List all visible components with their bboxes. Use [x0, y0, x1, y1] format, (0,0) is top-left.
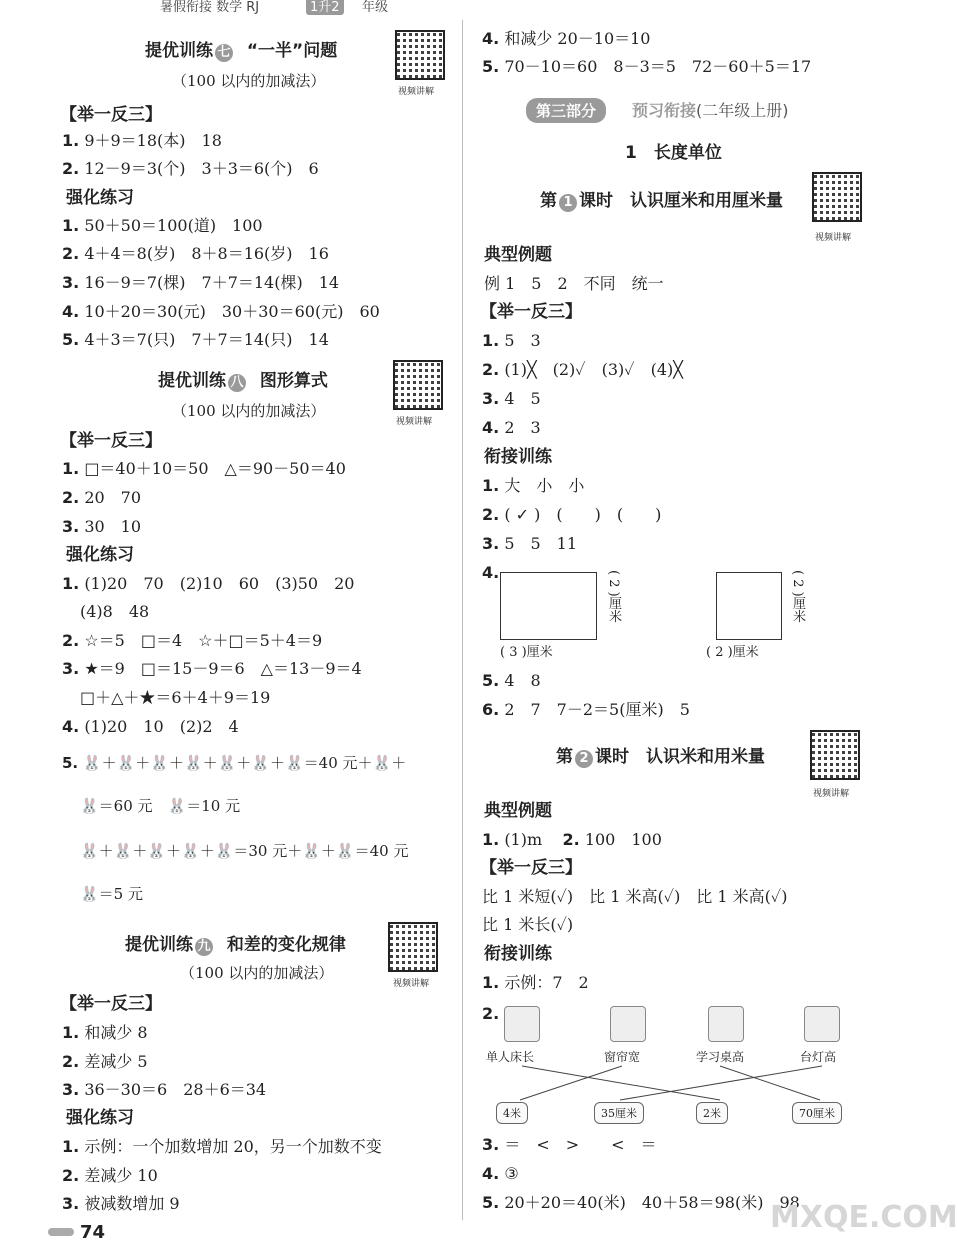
page-number-bar [48, 1228, 74, 1236]
line-b4: 4. 10＋20＝30(元) 30＋30＝60(元) 60 [62, 302, 380, 321]
line-a1: 1. 9＋9＝18(本) 18 [62, 131, 222, 150]
qr-code-icon[interactable] [810, 730, 860, 780]
rect-b [716, 572, 782, 640]
label-xjxl: 衔接训练 [484, 944, 552, 964]
tag-2m: 2米 [696, 1102, 728, 1124]
line-f2: 2. 差减少 10 [62, 1166, 158, 1185]
line-e2: 2. 差减少 5 [62, 1052, 148, 1071]
line-c3: 3. 30 10 [62, 517, 142, 536]
line-d5c: 🐰＋🐰＋🐰＋🐰＋🐰＝30 元＋🐰＋🐰＝40 元 [80, 842, 409, 860]
unit1-title: 1 长度单位 [625, 143, 722, 163]
line-e3: 3. 36－30＝6 28＋6＝34 [62, 1080, 267, 1099]
label-jyfs: 【举一反三】 [60, 431, 162, 451]
qr-label: 视频讲解 [396, 417, 433, 427]
part3-title: 预习衔接(二年级上册) [632, 101, 789, 120]
line-b5: 5. 4＋3＝7(只) 7＋7＝14(只) 14 [62, 330, 329, 349]
qr-label: 视频讲解 [393, 979, 430, 989]
qr-label: 视频讲解 [815, 233, 852, 243]
curtain-icon [610, 1006, 646, 1042]
line-h2: 2. ( ✓ ) ( ) ( ) [482, 505, 662, 524]
label-jyfs: 【举一反三】 [480, 858, 582, 878]
tag-70cm: 70厘米 [792, 1102, 842, 1124]
column-divider [462, 20, 463, 1220]
line-h4-num: 4. [482, 563, 500, 582]
qr-code-icon[interactable] [393, 360, 443, 410]
rect-b-bottom-label: ( 2 )厘米 [706, 645, 759, 660]
sec8-subtitle: （100 以内的加减法） [172, 402, 326, 420]
line-c2: 2. 20 70 [62, 488, 142, 507]
line-a2: 2. 12－9＝3(个) 3＋3＝6(个) 6 [62, 159, 319, 178]
line-h6: 6. 2 7 7－2＝5(厘米) 5 [482, 700, 690, 719]
line-g2: 2. (1)╳ (2)✓ (3)✓ (4)╳ [482, 360, 683, 379]
line-j1b: 比 1 米长(✓) [482, 915, 574, 934]
line-k4: 4. ③ [482, 1164, 519, 1183]
line-b2: 2. 4＋4＝8(岁) 8＋8＝16(岁) 16 [62, 244, 329, 263]
qr-label: 视频讲解 [813, 789, 850, 799]
tag-4m: 4米 [496, 1102, 528, 1124]
line-e1: 1. 和减少 8 [62, 1023, 148, 1042]
bed-icon [504, 1006, 540, 1042]
line-k2-num: 2. [482, 1004, 500, 1023]
tag-35cm: 35厘米 [594, 1102, 644, 1124]
rect-a-side-label: ( 2 )厘米 [606, 570, 621, 623]
line-g1: 1. 5 3 [482, 331, 541, 350]
label-qhlx: 强化练习 [66, 545, 134, 565]
line-d3: 3. ★＝9 □＝15－9＝6 △＝13－9＝4 [62, 659, 362, 678]
line-d2: 2. ☆＝5 □＝4 ☆＋□＝5＋4＝9 [62, 631, 323, 650]
line-r5: 5. 70－10＝60 8－3＝5 72－60＋5＝17 [482, 57, 812, 76]
line-d1b: (4)8 48 [80, 602, 150, 621]
line-ex1: 例 1 5 2 不同 统一 [484, 274, 664, 293]
sec7-title: 提优训练 七 “一半”问题 [145, 41, 338, 61]
line-k1: 1. 示例：7 2 [482, 973, 589, 992]
rect-a [500, 572, 597, 640]
line-d4: 4. (1)20 10 (2)2 4 [62, 717, 239, 736]
rect-b-side-label: ( 2 )厘米 [790, 570, 805, 623]
line-g3: 3. 4 5 [482, 389, 541, 408]
line-h3: 3. 5 5 11 [482, 534, 578, 553]
line-r4: 4. 和减少 20－10＝10 [482, 29, 651, 48]
label-dxlt: 典型例题 [484, 801, 552, 821]
sec9-title: 提优训练 九 和差的变化规律 [125, 935, 346, 955]
line-f3: 3. 被减数增加 9 [62, 1194, 180, 1213]
qr-label: 视频讲解 [398, 87, 435, 97]
line-d5a: 5. 🐰＋🐰＋🐰＋🐰＋🐰＋🐰＋🐰＝40 元＋🐰＋ [62, 754, 407, 772]
grade-suffix: 年级 [362, 0, 389, 15]
label-jyfs: 【举一反三】 [60, 994, 162, 1014]
item-curtain: 窗帘宽 [604, 1050, 641, 1064]
label-dxlt: 典型例题 [484, 245, 552, 265]
match-line [522, 1066, 720, 1100]
line-j1: 比 1 米短(✓) 比 1 米高(✓) 比 1 米高(✓) [482, 887, 788, 906]
line-f1: 1. 示例：一个加数增加 20，另一个加数不变 [62, 1137, 382, 1156]
sec7-subtitle: （100 以内的加减法） [172, 72, 326, 90]
line-d3b: □＋△＋★＝6＋4＋9＝19 [80, 688, 271, 707]
rect-a-bottom-label: ( 3 )厘米 [500, 645, 553, 660]
lesson1-title: 第 1 课时 认识厘米和用厘米量 [540, 191, 783, 211]
match-line [520, 1066, 622, 1100]
item-lamp: 台灯高 [800, 1050, 837, 1064]
header-text: 暑假衔接 数学 RJ [160, 0, 260, 15]
lamp-icon [804, 1006, 840, 1042]
sec9-subtitle: （100 以内的加减法） [180, 964, 334, 982]
line-g4: 4. 2 3 [482, 418, 541, 437]
lesson2-title: 第 2 课时 认识米和用米量 [556, 747, 765, 767]
item-desk: 学习桌高 [696, 1050, 745, 1064]
label-jyfs: 【举一反三】 [60, 105, 162, 125]
line-b1: 1. 50＋50＝100(道) 100 [62, 216, 263, 235]
qr-code-icon[interactable] [812, 172, 862, 222]
line-h1: 1. 大 小 小 [482, 476, 585, 495]
item-bed: 单人床长 [486, 1050, 535, 1064]
line-k5: 5. 20＋20＝40(米) 40＋58＝98(米) 98 [482, 1193, 800, 1212]
grade-box: 1升2 [306, 0, 344, 15]
desk-icon [708, 1006, 744, 1042]
qr-code-icon[interactable] [388, 922, 438, 972]
match-line [620, 1066, 822, 1100]
page-header [0, 0, 455, 14]
part3-badge: 第三部分 [526, 98, 606, 123]
line-k3: 3. ＝ < > < ＝ [482, 1135, 657, 1154]
label-qhlx: 强化练习 [66, 1108, 134, 1128]
label-xjxl: 衔接训练 [484, 447, 552, 467]
line-d5d: 🐰＝5 元 [80, 885, 143, 903]
line-h5: 5. 4 8 [482, 671, 541, 690]
sec8-title: 提优训练 八 图形算式 [158, 371, 328, 391]
label-qhlx: 强化练习 [66, 188, 134, 208]
line-d1: 1. (1)20 70 (2)10 60 (3)50 20 [62, 574, 355, 593]
label-jyfs: 【举一反三】 [480, 302, 582, 322]
line-b3: 3. 16－9＝7(棵) 7＋7＝14(棵) 14 [62, 273, 340, 292]
matching-lines [470, 1064, 870, 1104]
line-c1: 1. □＝40＋10＝50 △＝90－50＝40 [62, 459, 346, 478]
match-line [720, 1066, 820, 1100]
line-d5b: 🐰＝60 元 🐰＝10 元 [80, 797, 241, 815]
line-i: 1. (1)m 2. 100 100 [482, 830, 662, 849]
page-number: 74 [80, 1222, 106, 1243]
watermark: MXQE.COM [770, 1200, 958, 1235]
qr-code-icon[interactable] [395, 30, 445, 80]
